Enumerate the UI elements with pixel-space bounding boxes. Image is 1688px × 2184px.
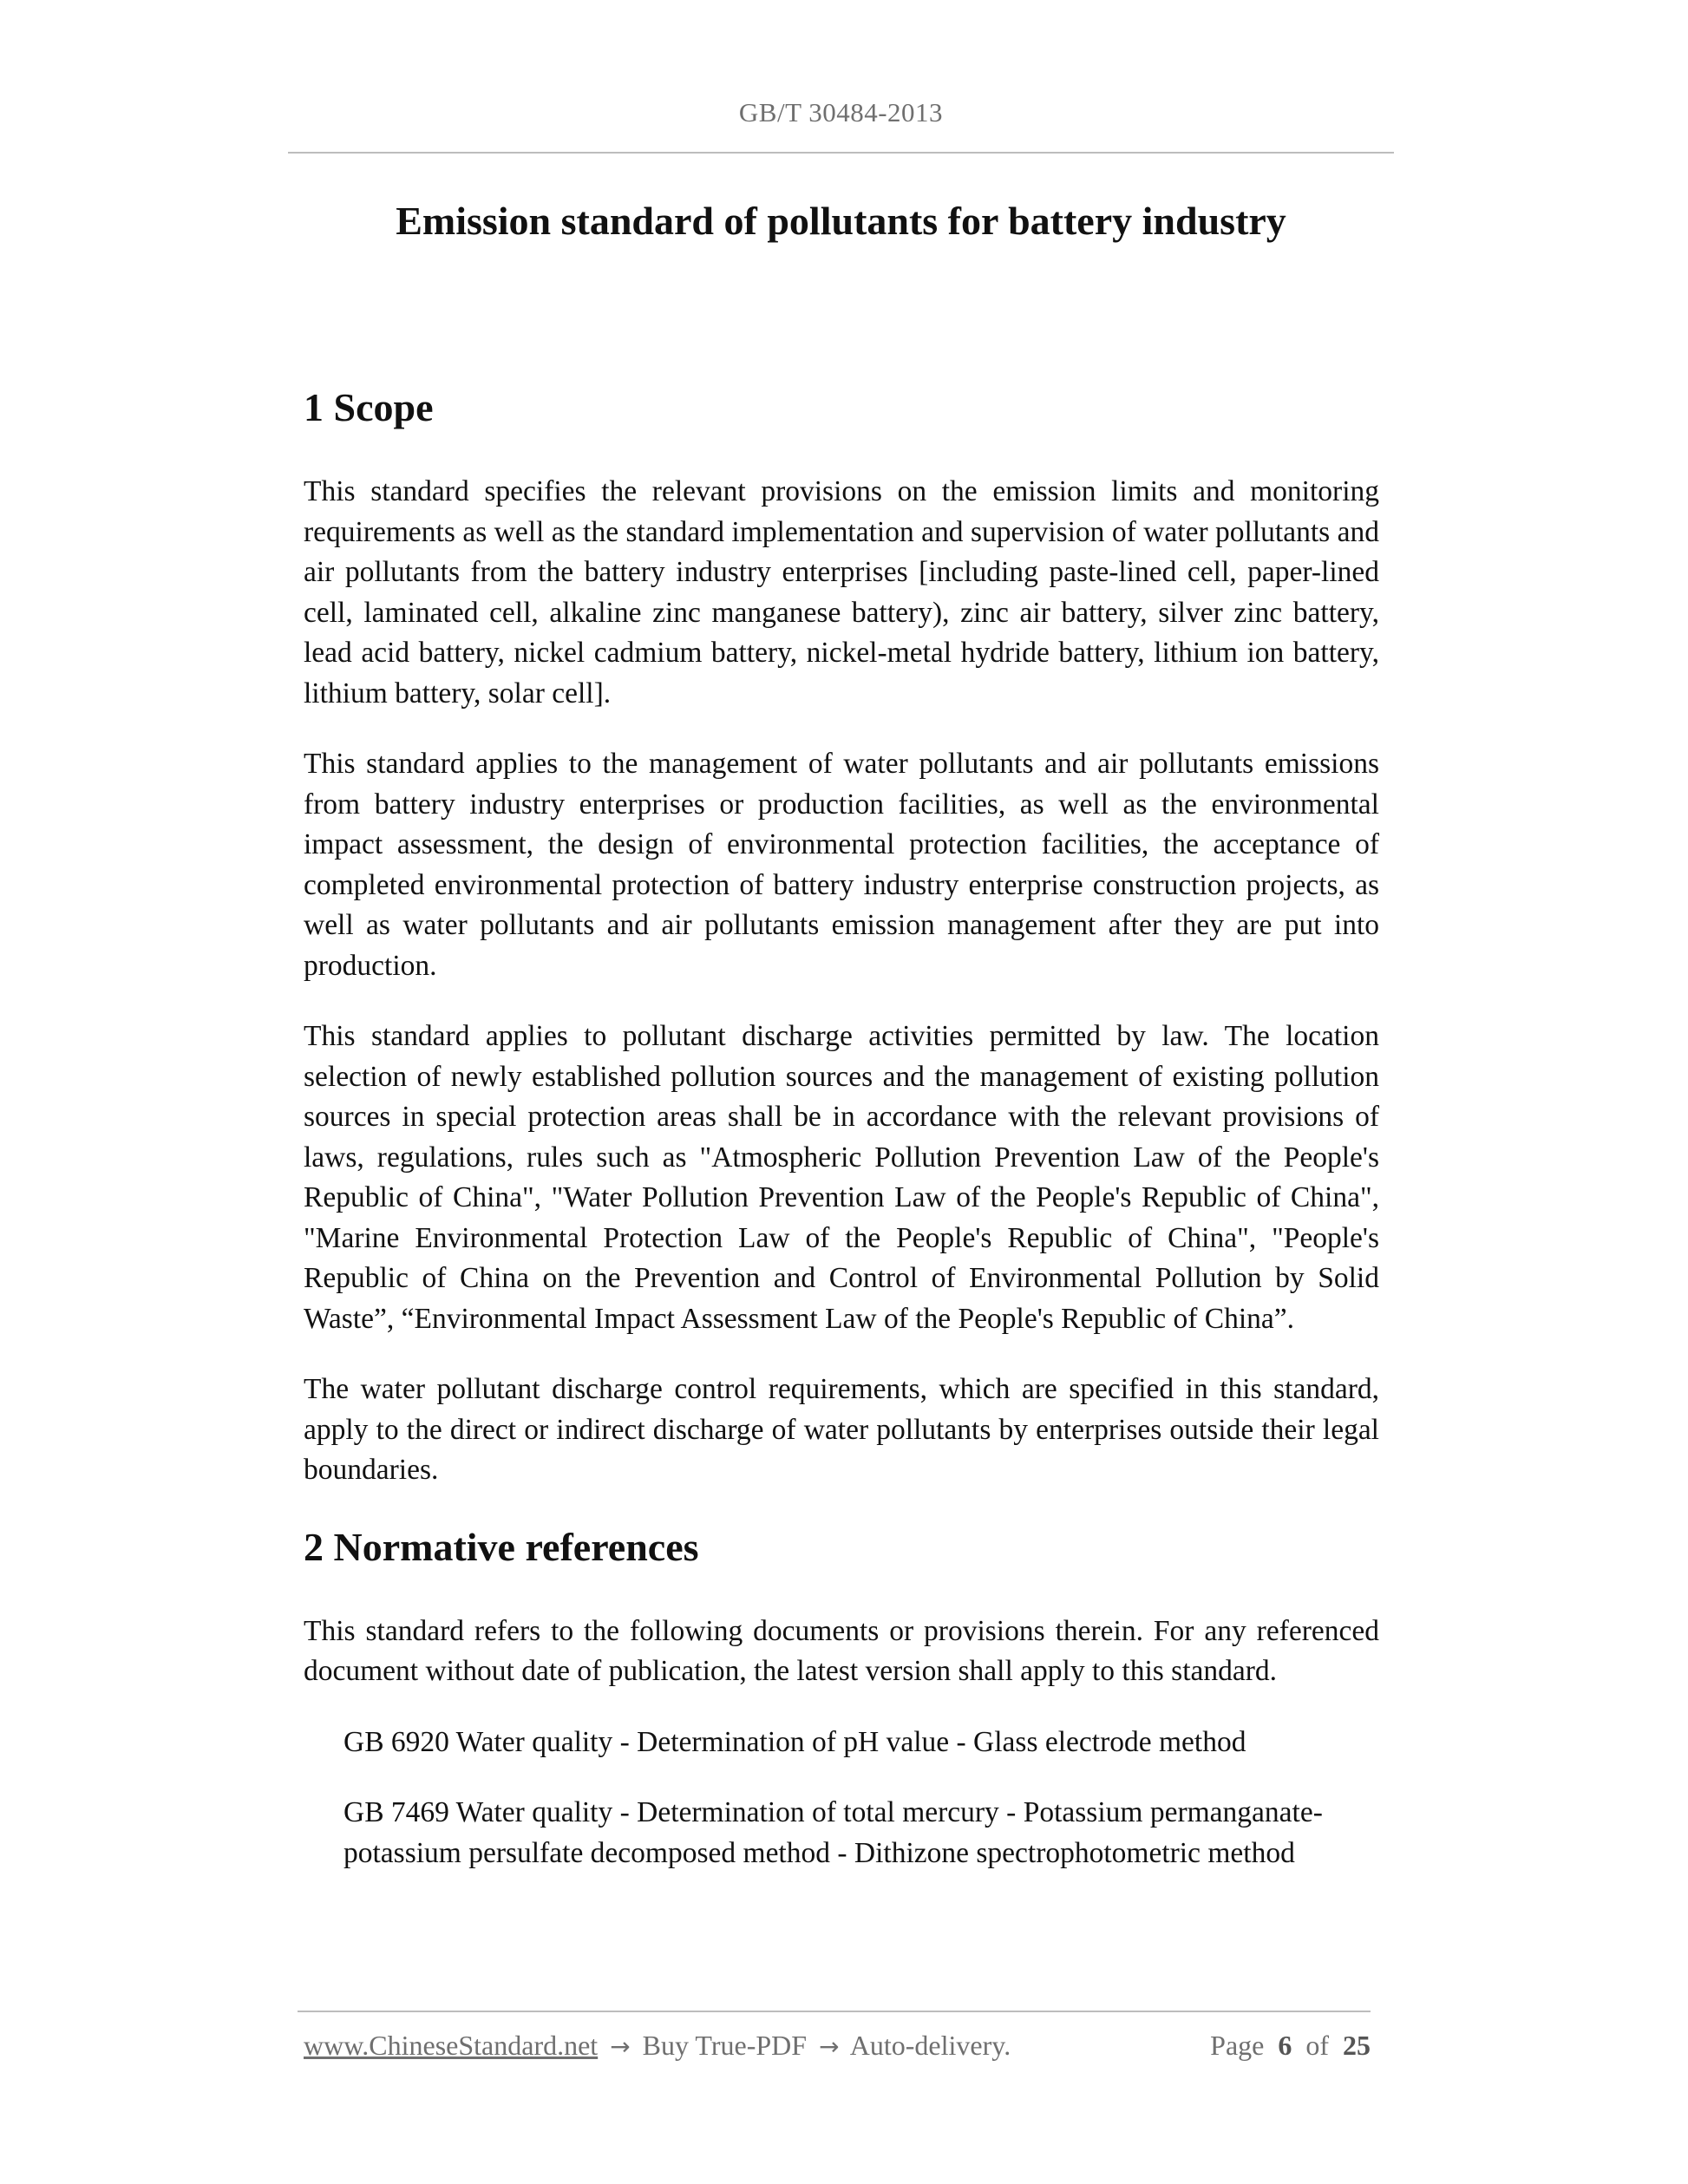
section-heading-normative-references: 2 Normative references (304, 1524, 699, 1569)
document-title: Emission standard of pollutants for battery industry (396, 199, 1286, 243)
scope-paragraph-4: The water pollutant discharge control requirements, which are specified in this standard, apply to the direct or indirect discharge of water pollutants by enterprises outside their legal boundaries. (304, 1373, 1379, 1486)
arrow-right-icon: → (610, 2032, 631, 2061)
reference-item: GB 7469 Water quality - Determination of total mercury - Potassium permanganate-potassium persulfate decomposed method - Dithizone spectrophotometric method (343, 1796, 1323, 1869)
scope-paragraph-3: This standard applies to pollutant discharge activities permitted by law. The location selection of newly established pollution sources and the management of existing pollution sources in special protection areas shall be in accordance with the relevant provisions of laws, regulations, rules such as "Atmospheric Pollution Prevention Law of the People's Republic of China", "Water Pollution Prevention Law of the People's Republic of China", "Marine Environmental Protection Law of the People's Republic of China", "People's Republic of China on the Prevention and Control of Environmental Pollution by Solid Waste”, “Environmental Impact Assessment Law of the People's Republic of China”. (304, 1020, 1379, 1335)
footer-divider (298, 2011, 1371, 2012)
references-intro-paragraph: This standard refers to the following documents or provisions therein. For any referenced document without date of publication, the latest version shall apply to this standard. (304, 1614, 1379, 1687)
total-pages-number: 25 (1343, 2030, 1371, 2061)
page-footer (304, 2030, 1371, 2068)
auto-delivery-text: Auto-delivery. (849, 2030, 1011, 2061)
current-page-number: 6 (1278, 2030, 1292, 2061)
page-indicator (1210, 2030, 1371, 2062)
scope-paragraph-1: This standard specifies the relevant provisions on the emission limits and monitoring requirements as well as the standard implementation and supervision of water pollutants and air pollutants from the battery industry enterprises [including paste-lined cell, paper-lined cell, laminated cell, alkaline zinc manganese battery), zinc air battery, silver zinc battery, lead acid battery, nickel cadmium battery, nickel-metal hydride battery, lithium ion battery, lithium battery, solar cell]. (304, 475, 1379, 709)
document-body (304, 382, 1379, 1904)
running-header: GB/T 30484-2013 (738, 97, 944, 128)
buy-pdf-text: Buy True-PDF (642, 2030, 808, 2061)
footer-promo (304, 2030, 1011, 2062)
section-heading-scope: 1 Scope (304, 385, 434, 429)
site-link[interactable]: www.ChineseStandard.net (304, 2030, 599, 2061)
reference-item: GB 6920 Water quality - Determination of pH value - Glass electrode method (343, 1725, 1246, 1758)
scope-paragraph-2: This standard applies to the management of water pollutants and air pollutants emissions from battery industry enterprises or production facilities, as well as the environmental impact assessment, the design of environmental protection facilities, the acceptance of completed environmental protection of battery industry enterprise construction projects, as well as water pollutants and air pollutants emission management after they are put into production. (304, 748, 1379, 982)
arrow-right-icon: → (819, 2032, 840, 2061)
page-of-label: of (1305, 2030, 1329, 2061)
page-label: Page (1210, 2030, 1265, 2061)
reference-list (304, 1723, 1379, 1874)
header-divider (288, 152, 1394, 154)
